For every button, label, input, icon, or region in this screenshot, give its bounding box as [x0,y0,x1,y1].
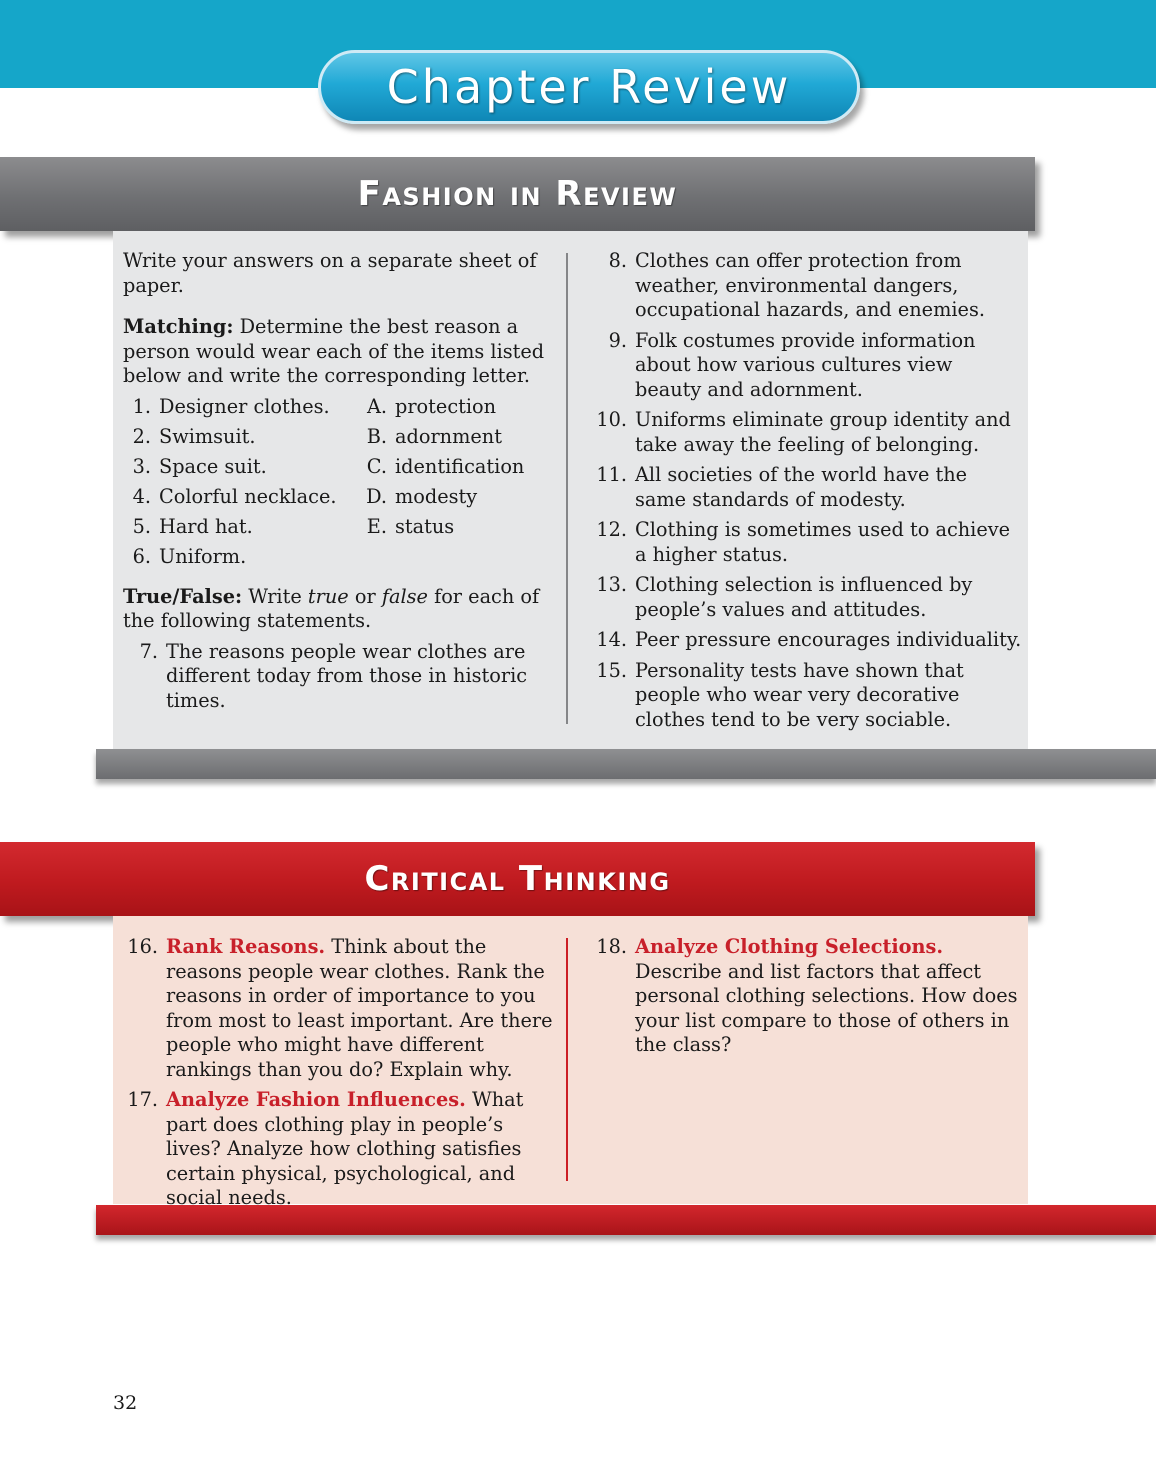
statement-text: Clothing is sometimes used to achieve a higher status. [635,518,1011,566]
critical-text: What part does clothing play in people’s lives? Analyze how clothing satisfies certain physical, psychological, and social needs. [166,1088,524,1209]
page-number: 32 [113,1392,138,1414]
statement-text: Uniforms eliminate group identity and take away the feeling of belonging. [635,408,1011,456]
matching-number: 6. [132,544,151,568]
statement-number: 14. [596,628,627,651]
matching-item: Swimsuit. [159,424,256,448]
critical-thinking-banner [0,842,1035,916]
review-right-column [592,249,1022,738]
critical-right-column [592,935,1022,1064]
tf-text: Write [248,584,302,608]
true-false-instructions [123,585,553,634]
statement-text: Clothing selection is influenced by people’s values and attitudes. [635,573,973,621]
statement-item [592,628,1022,653]
critical-text: Describe and list factors that affect personal clothing selections. How does your list compare to those of others in the class? [635,959,1018,1056]
critical-text: Think about the reasons people wear clothes. Rank the reasons in order of importance to you from most to least important. Are there people who might have different rankings than you do? Explain why. [166,935,553,1081]
column-divider [566,253,568,724]
matching-number: 2. [132,424,151,448]
critical-lead: Analyze Fashion Influences. [166,1088,466,1111]
matching-row [123,515,553,545]
statement-number: 8. [608,249,627,272]
matching-reason: modesty [395,484,478,508]
statement-item [592,249,1022,323]
critical-thinking-heading: Critical Thinking [364,859,671,899]
statement-text: The reasons people wear clothes are different today from those in historic times. [166,639,528,712]
matching-number: 1. [132,394,151,418]
matching-item: Designer clothes. [159,394,330,418]
matching-reason: identification [395,454,525,478]
matching-text: Determine the best reason a person would wear each of the items listed below and write the corresponding letter. [123,315,545,387]
fashion-review-banner [0,157,1035,231]
chapter-review-label: Chapter Review [386,60,792,114]
critical-left-column [123,935,553,1217]
statement-number: 12. [596,518,627,541]
critical-lead: Analyze Clothing Selections. [635,935,944,958]
matching-item: Hard hat. [159,514,253,538]
critical-lead: Rank Reasons. [166,935,326,958]
matching-row [123,425,553,455]
statement-item [592,573,1022,622]
statement-text: Peer pressure encourages individuality. [635,628,1022,651]
statement-number: 13. [596,573,627,596]
statement-text: Clothes can offer protection from weather, environmental dangers, occupational hazards, and enemies. [635,249,985,321]
critical-number: 18. [596,935,627,958]
matching-instructions [123,315,553,389]
chapter-review-title [318,50,860,124]
statement-number: 11. [596,463,627,486]
critical-item [123,1088,553,1211]
fashion-review-heading: Fashion in Review [357,174,678,214]
matching-item: Uniform. [159,544,247,568]
matching-row [123,485,553,515]
statement-item [592,463,1022,512]
statement-item [592,329,1022,403]
matching-lead: Matching: [123,315,234,338]
critical-item [592,935,1022,1058]
column-divider [566,938,568,1181]
critical-number: 17. [127,1088,158,1111]
matching-row [123,455,553,485]
statement-number: 10. [596,408,627,431]
critical-number: 16. [127,935,158,958]
statement-number: 9. [608,328,627,352]
matching-row [123,545,553,575]
matching-number: 4. [132,484,151,508]
matching-item: Space suit. [159,454,267,478]
matching-letter: D. [366,484,387,508]
statement-text: Folk costumes provide information about how various cultures view beauty and adornment. [635,328,976,401]
matching-letter: A. [366,394,387,418]
matching-reason: adornment [395,424,502,448]
tf-text: for each of the following statements. [123,584,540,632]
matching-letter: B. [366,424,387,448]
tf-false-word: false [381,584,428,608]
statement-item [592,408,1022,457]
statement-item [592,518,1022,567]
tf-text: or [354,584,376,608]
matching-list [123,395,553,575]
instructions: Write your answers on a separate sheet of paper. [123,249,537,297]
matching-reason: protection [395,394,497,418]
true-false-lead: True/False: [123,584,243,608]
matching-reason: status [395,514,455,538]
statement-item [123,640,553,714]
matching-letter: E. [366,514,387,538]
statement-item [592,659,1022,733]
matching-number: 5. [132,514,151,538]
statement-text: All societies of the world have the same standards of modesty. [635,463,968,511]
statement-number: 15. [596,658,627,682]
matching-row [123,395,553,425]
review-left-column [123,249,553,719]
statement-number: 7. [139,639,158,663]
matching-item: Colorful necklace. [159,484,337,508]
statement-text: Personality tests have shown that people who wear very decorative clothes tend to be very sociable. [635,658,964,731]
critical-item [123,935,553,1082]
fashion-review-bottom-bar [96,749,1156,779]
matching-letter: C. [366,454,387,478]
tf-true-word: true [307,584,349,608]
matching-number: 3. [132,454,151,478]
